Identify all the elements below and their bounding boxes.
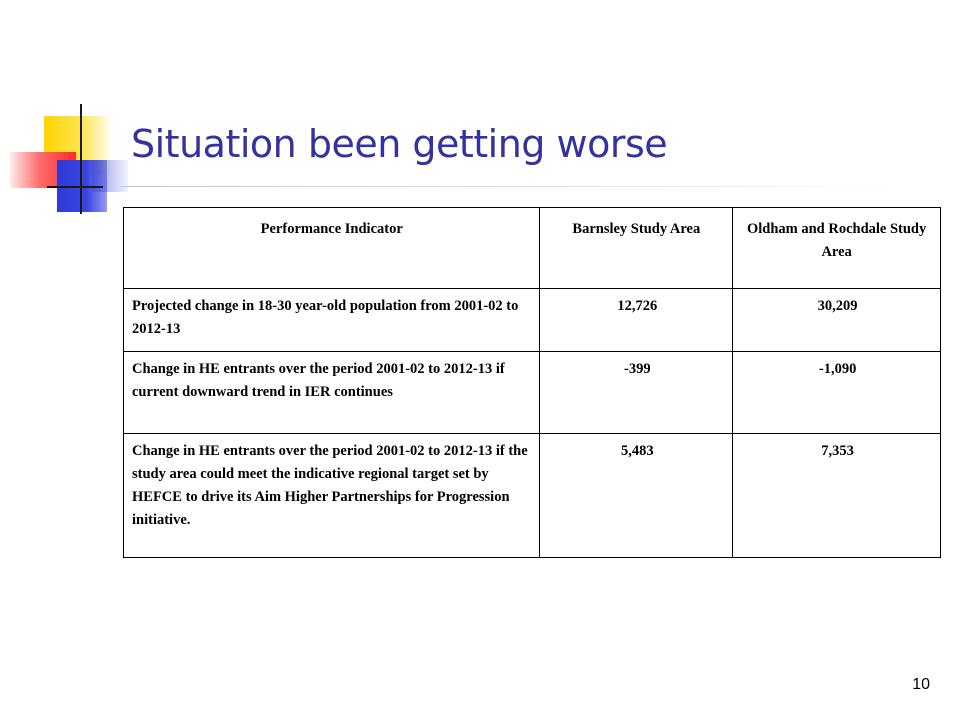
slide-number: 10 — [912, 676, 930, 693]
table-row — [124, 434, 941, 558]
decorative-horizontal-line — [47, 186, 103, 188]
barnsley-value-cell: 5,483 — [540, 434, 733, 558]
barnsley-value-cell: 12,726 — [540, 289, 733, 352]
oldham-rochdale-value-cell: -1,090 — [733, 352, 941, 434]
table-header-row — [124, 208, 941, 289]
indicator-cell: Projected change in 18-30 year-old population from 2001-02 to 2012-13 — [124, 289, 540, 352]
table-row — [124, 352, 941, 434]
table-row — [124, 289, 941, 352]
header-oldham-rochdale-study-area: Oldham and Rochdale Study Area — [733, 208, 941, 289]
decorative-vertical-line — [80, 104, 82, 214]
indicator-cell: Change in HE entrants over the period 2001-02 to 2012-13 if current downward trend in IER continues — [124, 352, 540, 434]
header-performance-indicator: Performance Indicator — [124, 208, 540, 289]
barnsley-value-cell: -399 — [540, 352, 733, 434]
performance-indicator-table — [123, 207, 941, 558]
header-barnsley-study-area: Barnsley Study Area — [540, 208, 733, 289]
oldham-rochdale-value-cell: 30,209 — [733, 289, 941, 352]
oldham-rochdale-value-cell: 7,353 — [733, 434, 941, 558]
indicator-cell: Change in HE entrants over the period 2001-02 to 2012-13 if the study area could meet the indicative regional target set by HEFCE to drive its Aim Higher Partnerships for Progression initiative. — [124, 434, 540, 558]
title-underline — [120, 186, 910, 187]
slide-title: Situation been getting worse — [131, 122, 668, 166]
